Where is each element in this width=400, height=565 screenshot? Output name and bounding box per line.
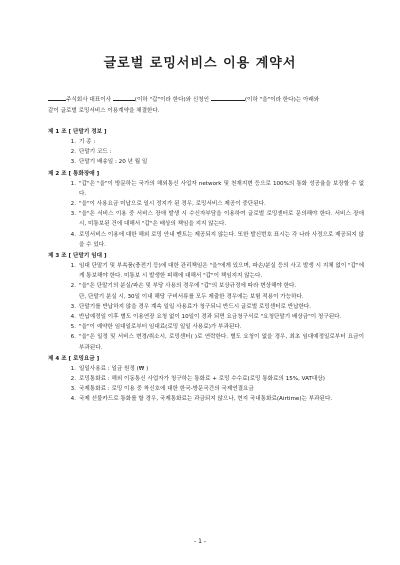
item-number: 1. — [70, 365, 76, 372]
item-number: 2. — [70, 376, 76, 383]
article-item — [48, 157, 364, 167]
item-number: 4. — [70, 314, 76, 321]
item-text: 로밍서비스 이용에 대한 해외 로밍 안내 멘트는 제공되지 않는다. 또한 발신번호 표시는 각 나라 사정으로 제공되지 않을 수 있다. — [79, 231, 364, 248]
article-item-note: 단, 단말기 분실 시, 30일 이내 해당 구비서류를 모두 제출한 경우에는 보험 적용이 가능하다. — [79, 293, 304, 300]
article-item — [48, 322, 364, 332]
article-heading: 제 4 조 [ 로밍요금 ] — [48, 355, 100, 362]
item-text: "을"이 예약한 임대일로부터 임대료(로밍 일일 사용료)가 부과된다. — [79, 324, 242, 331]
article-item — [48, 147, 364, 157]
article-item — [48, 261, 364, 281]
item-text: 임대 단말기 및 부속품(충전기 등)에 대한 관리책임은 "을"에게 있으며, 파손/분실 등의 사고 발생 시 지체 없이 "갑"에게 통보해야 한다. 미통보 시 발생한 피해에 대해서 "갑"이 책임지지 않는다. — [79, 263, 364, 280]
item-number: 6. — [70, 334, 76, 341]
item-text: "을"은 일정 및 서비스 변경/취소시, 로밍센터( )로 연락한다. 별도 요청이 없을 경우, 최초 임대예정일로부터 요금이 부과된다. — [79, 334, 364, 351]
article-item — [48, 332, 364, 352]
intro-part1: 주식회사 대표이사 — [66, 97, 112, 103]
item-text: 단말기를 반납하지 않을 경우 계속 일일 사용료가 청구되니 반드시 글로벌 로밍센터로 반납한다. — [79, 303, 312, 310]
article-heading: 제 1 조 [ 단말기 정보 ] — [48, 129, 107, 135]
item-number: 4. — [70, 396, 76, 403]
item-text: 국제 선불카드로 통화를 할 경우, 국제통화료는 과금되지 않으나, 현지 국내통화료(Airtime)는 부과된다. — [79, 396, 333, 403]
item-number: 1. — [70, 139, 76, 145]
article-item — [48, 230, 364, 250]
ceo-blank — [113, 93, 135, 101]
item-text: 기 종 : — [79, 139, 96, 145]
article-heading: 제 2 조 [ 통화장애 ] — [48, 170, 100, 177]
item-text: "을"은 단말기의 분실/파손 및 부당 사용의 경우에 "갑"의 보상규정에 따라 변상해야 한다. — [79, 283, 297, 290]
article-item — [48, 312, 364, 322]
item-number: 3. — [70, 303, 76, 310]
item-text: 국제통화료 : 로밍 이용 중 착신호에 대한 한국-방문국간의 국제연결요금 — [79, 386, 254, 393]
articles-container — [48, 126, 364, 405]
item-number: 2. — [70, 283, 76, 290]
article-item — [48, 209, 364, 229]
article-item — [48, 394, 364, 404]
item-number: 2. — [70, 201, 76, 208]
document-title: 글로벌 로밍서비스 이용 계약서 — [103, 56, 297, 71]
article-item — [48, 281, 364, 291]
item-text: 로밍통화료 : 해외 이동통신 사업자가 청구하는 통화료 + 로밍 수수료(로밍 통화료의 15%, VAT대상) — [79, 376, 325, 383]
article-item — [48, 199, 364, 209]
intro-paragraph — [48, 93, 360, 117]
article-item — [48, 364, 364, 374]
item-text: "갑"은 "을"이 방문하는 국가의 해외통신 사업자 network 및 천재지변 등으로 100%의 통화 성공율을 보장할 수 없다. — [79, 180, 364, 197]
intro-part2: (이하 "갑"이라 한다)와 신청인 — [134, 97, 210, 103]
intro-line2: 같이 글로벌 로밍서비스 이용계약을 체결한다. — [48, 108, 160, 114]
article-item — [48, 179, 364, 199]
item-number: 3. — [70, 159, 76, 166]
article-item — [48, 137, 364, 147]
item-number: 1. — [70, 180, 76, 187]
article-item — [48, 384, 364, 394]
applicant-blank — [211, 93, 245, 101]
company-blank — [48, 93, 66, 101]
item-number: 4. — [70, 231, 76, 238]
item-number: 1. — [70, 263, 76, 270]
item-text: 일일사용료 : 일금 원정 (₩ ) — [79, 365, 149, 372]
article-heading: 제 3 조 [ 단말기 임대 ] — [48, 253, 107, 260]
item-number: 3. — [70, 386, 76, 393]
item-number: 5. — [70, 324, 76, 331]
item-text: "을"은 서비스 이용 중 서비스 장애 발생 시 수신자부담을 이용하여 글로벌 로밍센터로 문의해야 한다. 서비스 장애 시, 미통보된 건에 대해서 "갑"은 배상의 책임을 지지 않는다. — [79, 211, 364, 228]
item-text: "을"이 사용요금 미납으로 일시 정지가 된 경우, 로밍서비스 제공이 중단된다. — [79, 201, 266, 208]
intro-part3: (이하 "을"이라 한다)는 아래와 — [244, 97, 320, 103]
item-text: 반납예정일 이후 별도 이용연장 요청 없이 10일이 경과 되면 요금청구서로 "요청단말기 배상금"이 청구된다. — [79, 314, 342, 321]
page-number: - 1 - — [194, 538, 206, 545]
item-number: 2. — [70, 149, 76, 156]
article-item — [48, 302, 364, 312]
item-text: 단말기 배송일 : 20 년 월 일 — [79, 159, 148, 166]
item-number: 3. — [70, 211, 76, 218]
article-item — [48, 374, 364, 384]
item-text: 단말기 코드 : — [79, 149, 112, 156]
